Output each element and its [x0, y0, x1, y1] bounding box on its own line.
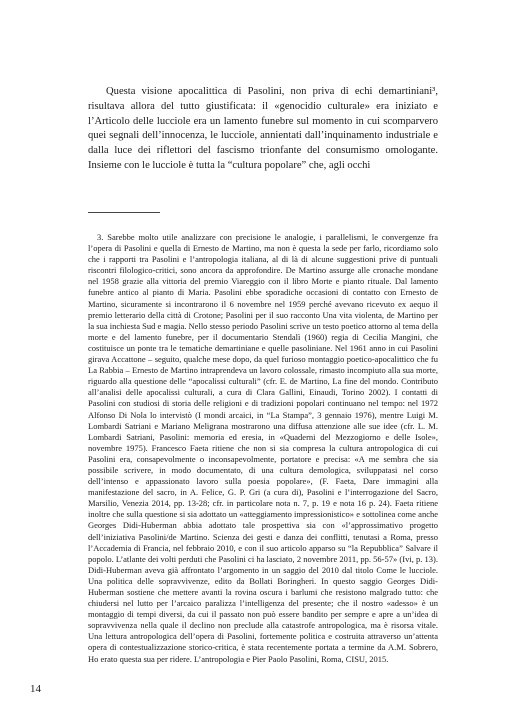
body-paragraph: Questa visione apocalittica di Pasolini, non priva di echi demartiniani³, risultava allora del tutto giustificata: il «genocidio culturale» era iniziato e l’Articolo delle lucciole era un lamento funebre sul momento in cui scomparvero quei segnali dell’innocenza, le lucciole, annientati dall’inquinamento industriale e dalla luce dei riflettori del fascismo trionfante del consumismo omologante. Insieme con le lucciole è tutta la “cultura popolare” che, agli occhi — [88, 86, 438, 171]
page-number: 14 — [30, 683, 41, 695]
footnote — [88, 232, 438, 665]
footnote-paragraph — [88, 232, 438, 665]
main-text — [88, 85, 438, 174]
footnote-number: 3. — [97, 232, 104, 242]
footnote-text: Sarebbe molto utile analizzare con precisione le analogie, i parallelismi, le convergenze fra l’opera di Pasolini e quella di Ernesto de Martino, ma non è questa la sede per farlo, ricordiamo solo che i rapporti tra Pasolini e l’antropologia italiana, al di là di alcune suggestioni prive di puntuali riscontri filologico-critici, sono ancora da approfondire. De Martino assurge alle cronache mondane nel 1958 grazie alla vittoria del premio Viareggio con il libro Morte e pianto rituale. Dal lamento funebre antico al pianto di Maria. Pasolini ebbe sporadiche occasioni di contatto con Ernesto de Martino, sicuramente si incontrarono il 6 novembre nel 1959 perché avevano ricevuto ex aequo il premio letterario della città di Crotone; Pasolini per il suo racconto Una vita violenta, de Martino per la sua inchiesta Sud e magia. Nello stesso periodo Pasolini scrive un testo poetico attorno al tema della morte e del lamento funebre, per il documentario Stendalì (1960) regia di Cecilia Mangini, che costituisce un ponte tra le tematiche demartiniane e quelle pasoliniane. Nel 1961 anno in cui Pasolini girava Accattone – seguito, qualche mese dopo, da quel furioso montaggio poetico-apocalittico che fu La Rabbia – Ernesto de Martino intraprendeva un lavoro colossale, rimasto incompiuto alla sua morte, riguardo alla questione delle “apocalissi culturali” (cfr. E. de Martino, La fine del mondo. Contributo all’analisi delle apocalissi culturali, a cura di Clara Gallini, Einaudi, Torino 2002). I contatti di Pasolini con studiosi di storia delle religioni e di tradizioni popolari continuano nel tempo: nel 1972 Alfonso Di Nola lo intervistò (I mondi arcaici, in “La Stampa”, 3 gennaio 1976), mentre Luigi M. Lombardi Satriani e Mariano Meligrana mostrarono una diffusa attenzione alle sue idee (cfr. L. M. Lombardi Satriani, Pasolini: memoria ed eresia, in «Quaderni del Mezzogiorno e delle Isole», novembre 1975). Francesco Faeta ritiene che non si sia compresa la cultura antropologica di cui Pasolini era, consapevolmente o inconsapevolmente, portatore e precisa: «A me sembra che sia possibile scrivere, in modo documentato, di una cultura demologica, sviluppatasi nel corso dell’intenso e appassionato lavoro sulla poesia popolare», (F. Faeta, Dare immagini alla manifestazione del sacro, in A. Felice, G. P. Gri (a cura di), Pasolini e l’interrogazione del Sacro, Marsilio, Venezia 2014, pp. 13-28; cfr. in particolare nota n. 7, p. 19 e nota 16 p. 24). Faeta ritiene inoltre che sulla questione si sia adottato un «atteggiamento impressionistico» e sottolinea come anche Georges Didi-Huberman abbia adottato tale prospettiva sia con «l’approssimativo progetto dell’iniziativa Pasolini/de Martino. Scienza dei gesti e danza dei conflitti, tenutasi a Roma, presso l’Accademia di Francia, nel febbraio 2010, e con il suo articolo apparso su “la Repubblica” Salvare il popolo. L’atlante dei volti perduti che Pasolini ci ha lasciato, 2 novembre 2011, pp. 56-57» (Ivi, p. 13). Didi-Huberman aveva già affrontato l’argomento in un saggio del 2010 dal titolo Come le lucciole. Una politica delle sopravvivenze, edito da Bollati Boringheri. In questo saggio Georges Didi-Huberman sostiene che mettere avanti la rovina oscura i barlumi che resistono malgrado tutto: che chiudersi nel lutto per l’arcaico paralizza l’intelligenza del presente; che il nostro «adesso» è un montaggio di tempi diversi, da cui il passato non può essere bandito per sempre e apre a un’idea di sopravvivenza nella quale il declino non preclude alla catastrofe antropologica, ma è risorsa vitale. Una lettura antropologica dell’opera di Pasolini, fortemente politica e costruita attraverso un’attenta opera di contestualizzazione storico-critica, è stata recentemente portata a termine da A.M. Sobrero, Ho erato questa sua per ridere. L’antropologia e Pier Paolo Pasolini, Roma, CISU, 2015. — [88, 232, 439, 664]
footnote-separator — [88, 212, 160, 213]
